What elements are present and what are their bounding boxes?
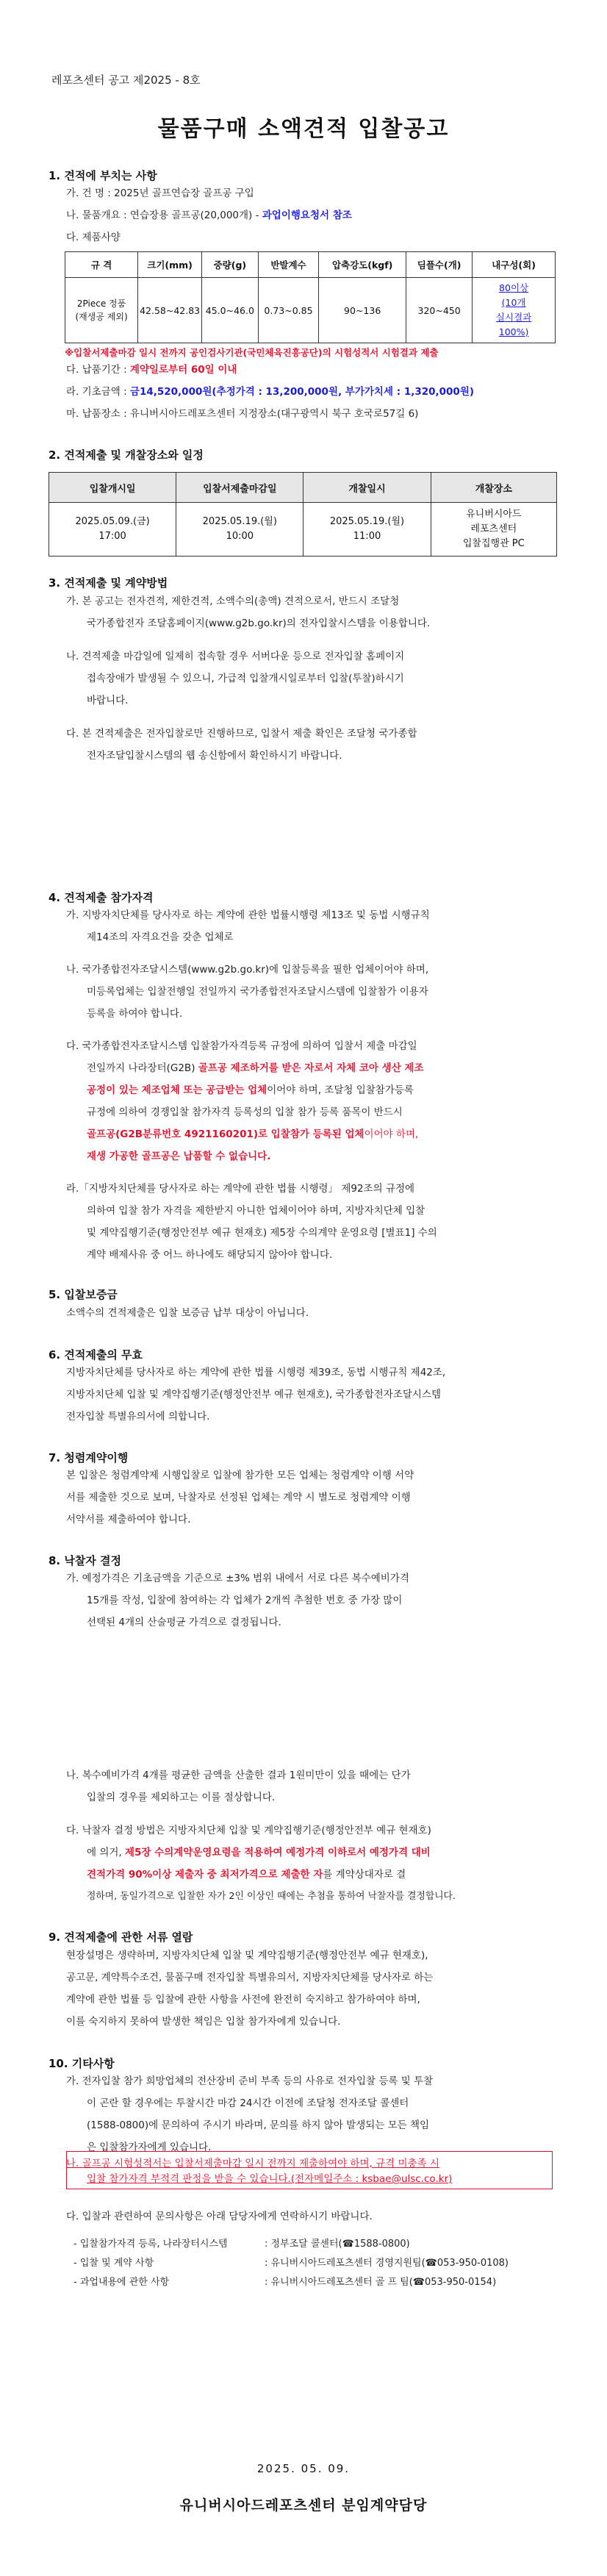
spec-header: 중량(g) (202, 252, 259, 278)
s8-na-line: 나. 복수예비가격 4개를 평균한 금액을 산출한 결과 1원미만이 있을 때에는 단가 (66, 1770, 411, 1781)
delivery-period-label: 다. 납품기간 : (66, 364, 130, 376)
contact-value: : 유니버시아드레포츠센터 경영지원팀(☎053-950-0108) (265, 2258, 509, 2269)
spec-cell (65, 278, 138, 343)
s4-da-highlight: 공정이 있는 제조업체 또는 공급받는 업체 (87, 1084, 267, 1096)
s8-ga-line: 선택된 4개의 산술평균 가격으로 결정됩니다. (87, 1617, 281, 1628)
s9-line: 계약에 관한 법률 등 입찰에 관한 사항을 사전에 완전히 숙지하고 참가하여야 하며, (66, 1994, 420, 2006)
item-name: 가. 건 명 : 2025년 골프연습장 골프공 구입 (66, 187, 254, 199)
delivery-period (66, 359, 237, 381)
s9-line: 공고문, 계약특수조건, 물품구매 전자입찰 특별유의서, 지방자치단체를 당사자로 하는 (66, 1972, 434, 1983)
s8-da-text: 를 계약상대자로 결 (323, 1869, 406, 1881)
spec-header: 규 격 (65, 252, 138, 278)
s10-na-line: 나. 골프공 시험성적서는 입찰서제출마감 일시 전까지 제출하여야 하며, 규격 미충족 시 (66, 2158, 439, 2169)
section-1-heading: 1. 견적에 부치는 사항 (49, 169, 157, 182)
s7-line: 본 입찰은 청렴계약제 시행입찰로 입찰에 참가한 모든 업체는 청렴계약 이행 서약 (66, 1470, 414, 1481)
s4-da-line (87, 1079, 414, 1101)
spec-header: 압축강도(kgf) (319, 252, 406, 278)
spec-cell: 42.58~42.83 (138, 278, 202, 343)
s4-da-line (87, 1057, 424, 1079)
spec-header: 내구성(회) (473, 252, 556, 278)
durability-value: (10개 (501, 297, 526, 308)
s3-da-line: 전자조달입찰시스템의 웹 송신함에서 확인하시기 바랍니다. (87, 750, 342, 762)
s4-da-line (87, 1123, 418, 1145)
s4-ra-line: 라.「지방자치단체를 당사자로 하는 계약에 관한 법률 시행령」 제92조의 규정에 (66, 1183, 415, 1195)
s10-ga-line: (1588-0800)에 문의하여 주시기 바라며, 문의를 하지 않아 발생되는 모든 책임 (87, 2119, 430, 2131)
s10-ga-line: 가. 전자입찰 참가 희망업체의 전산장비 준비 부족 등의 사유로 전자입찰 등록 및 투찰 (66, 2075, 434, 2087)
contact-label: - 과업내용에 관한 사항 (73, 2277, 170, 2288)
s3-ga-line: 가. 본 공고는 전자견적, 제한견적, 소액수의(총액) 견적으로서, 반드시 조달청 (66, 595, 400, 607)
contact-label: - 입찰 및 계약 사항 (73, 2258, 154, 2269)
s8-ga-line: 15개를 작성, 입찰에 참여하는 각 업체가 2개씩 추첨한 번호 중 가장 많이 (87, 1595, 403, 1606)
base-amount-label: 라. 기초금액 : (66, 386, 130, 398)
s6-line: 지방자치단체를 당사자로 하는 계약에 관한 법률 시행령 제39조, 동법 시행규칙 제42조, (66, 1367, 446, 1378)
s4-ra-line: 계약 배제사유 중 어느 하나에도 해당되지 않아야 합니다. (87, 1249, 333, 1261)
contact-value: : 유니버시아드레포츠센터 골 프 팀(☎053-950-0154) (265, 2277, 497, 2288)
task-request-reference: 과업이행요청서 참조 (262, 210, 352, 221)
s9-line: 현장설명은 생략하며, 지방자치단체 입찰 및 계약집행기준(행정안전부 예규 현재호), (66, 1950, 428, 1961)
s8-da-line (87, 1864, 406, 1886)
section-6-heading: 6. 견적제출의 무효 (49, 1348, 143, 1362)
spec-table (65, 251, 556, 343)
s8-da-line: 정하며, 동일가격으로 입찰한 자가 2인 이상인 때에는 추첨을 통하여 낙찰자를 결정합니다. (87, 1891, 456, 1902)
schedule-header: 입찰서제출마감일 (176, 473, 304, 503)
spec-label: 다. 제품사양 (66, 232, 121, 243)
s7-line: 서를 제출한 것으로 보며, 낙찰자로 선정된 업체는 계약 시 별도로 청렴계약 이행 (66, 1492, 411, 1503)
schedule-header: 개찰장소 (431, 473, 556, 503)
s4-ra-line: 및 계약집행기준(행정안전부 예규 현재호) 제5장 수의계약 운영요령 [별표1] 수의 (87, 1227, 437, 1239)
spec-name: 2Piece 정품 (76, 298, 126, 309)
s6-line: 전자입찰 특별유의서에 의합니다. (66, 1411, 210, 1423)
s4-da-highlight: 골프공 제조하거를 받은 자로서 자체 코아 생산 제조 (198, 1062, 424, 1074)
s8-ga-line: 가. 예정가격은 기초금액을 기준으로 ±3% 범위 내에서 서로 다른 복수예비가격 (66, 1573, 409, 1584)
start-time: 17:00 (98, 531, 126, 542)
durability-value: 80이상 (499, 282, 529, 293)
spec-header: 딤플수(개) (406, 252, 473, 278)
delivery-period-value: 계약일로부터 60일 이내 (129, 364, 237, 376)
section-7-heading: 7. 청렴계약이행 (49, 1451, 129, 1464)
spec-name-note: (재생공 제외) (75, 312, 128, 322)
section-8-heading: 8. 낙찰자 결정 (49, 1554, 122, 1567)
schedule-cell (304, 503, 431, 557)
spec-cell: 0.73~0.85 (258, 278, 319, 343)
s4-da-highlight: 골프공(G2B분류번호 4921160201)로 입찰참가 등록된 업체 (87, 1128, 364, 1140)
s3-na-line: 나. 견적제출 마감일에 일제히 접속할 경우 서버다운 등으로 전자입찰 홈페이지 (66, 651, 405, 662)
s10-da-line: 다. 입찰과 관련하여 문의사항은 아래 담당자에게 연락하시기 바랍니다. (66, 2211, 373, 2222)
s3-ga-line: 국가종합전자 조달홈페이지(www.g2b.go.kr)의 전자입찰시스템을 이용합니다. (87, 618, 431, 629)
schedule-cell (176, 503, 304, 557)
base-amount-value: 금14,520,000원(추정가격 : 13,200,000원, 부가가치세 : 1,320,000원) (129, 386, 475, 398)
spec-cell (473, 278, 556, 343)
opening-date: 2025.05.19.(월) (329, 516, 405, 527)
notice-date: 2025. 05. 09. (256, 2462, 351, 2475)
spec-row (65, 278, 556, 343)
s10-ga-line: 이 곤란 할 경우에는 투찰시간 마감 24시간 이전에 조달청 전자조달 콜센터 (87, 2097, 409, 2109)
section-5-heading: 5. 입찰보증금 (49, 1288, 118, 1301)
s8-da-text: 에 의거, (87, 1847, 125, 1858)
section-10-heading: 10. 기타사항 (49, 2057, 115, 2070)
page-title: 물품구매 소액견적 입찰공고 (157, 116, 450, 142)
spec-header-row (65, 252, 556, 278)
s3-na-line: 접속장애가 발생될 수 있으니, 가급적 입찰개시일로부터 입찰(투찰)하시기 (87, 673, 404, 684)
s4-na-line: 미등록업체는 입찰전행일 전일까지 국가종합전자조달시스템에 입찰참가 이용자 (87, 986, 428, 998)
s10-na-line: 입찰 참가자격 부적격 판정을 받을 수 있습니다.(전자메일주소 : ksbae@ulsc.co.kr) (87, 2173, 453, 2185)
deadline-time: 10:00 (226, 531, 254, 542)
schedule-header: 개찰일시 (304, 473, 431, 503)
s9-line: 이를 숙지하지 못하여 발생한 책임은 입찰 참가자에게 있습니다. (66, 2016, 341, 2028)
item-overview (66, 204, 352, 226)
delivery-place: 마. 납품장소 : 유니버시아드레포츠센터 지정장소(대구광역시 북구 호국로57길 6) (66, 408, 419, 420)
s8-da-line (87, 1842, 431, 1864)
schedule-header-row (49, 473, 557, 503)
s6-line: 지방자치단체 입찰 및 계약집행기준(행정안전부 예규 현재호), 국가종합전자조달시스템 (66, 1389, 442, 1400)
section-3-heading: 3. 견적제출 및 계약방법 (49, 576, 168, 590)
deadline-date: 2025.05.19.(월) (202, 516, 277, 527)
s8-na-line: 입찰의 경우를 제외하고는 이를 절상합니다. (87, 1792, 276, 1803)
notice-number: 레포츠센터 공고 제2025 - 8호 (51, 74, 201, 87)
s8-da-highlight: 제5장 수의계약운영요령을 적용하여 예정가격 이하로서 예정가격 대비 (125, 1847, 431, 1858)
opening-place: 유니버시아드 (466, 509, 522, 520)
spec-cell: 90~136 (319, 278, 406, 343)
s7-line: 서약서를 제출하여야 합니다. (66, 1514, 191, 1525)
s3-da-line: 다. 본 견적제출은 전자입찰로만 진행하므로, 입찰서 제출 확인은 조달청 국가종합 (66, 728, 417, 740)
s4-da-text: 전일까지 나라장터(G2B) (87, 1062, 198, 1074)
s4-na-line: 등록을 하여야 합니다. (87, 1008, 183, 1020)
contact-label: - 입찰참가자격 등록, 나라장터시스템 (73, 2239, 228, 2250)
s10-ga-line: 은 입찰참가자에게 있습니다. (87, 2142, 212, 2153)
s4-ga-line: 가. 지방자치단체를 당사자로 하는 계약에 관한 법률시행령 제13조 및 동법 시행규칙 (66, 909, 430, 921)
s3-na-line: 바랍니다. (87, 695, 129, 706)
spec-header: 반발계수 (258, 252, 319, 278)
schedule-header: 입찰개시일 (49, 473, 176, 503)
s4-na-line: 나. 국가종합전자조달시스템(www.g2b.go.kr)에 입찰등록을 필한 업체이어야 하며, (66, 964, 429, 976)
base-amount (66, 381, 474, 403)
s8-da-highlight: 견적가격 90%이상 제출자 중 최저가격으로 제출한 자 (87, 1869, 323, 1881)
schedule-row (49, 503, 557, 557)
schedule-table (49, 472, 557, 557)
schedule-cell (431, 503, 556, 557)
s4-da-line: 재생 가공한 골프공은 납품할 수 없습니다. (87, 1151, 271, 1162)
schedule-cell (49, 503, 176, 557)
s4-da-line: 규정에 의하여 경쟁입찰 참가자격 등록성의 입찰 참가 등록 품목이 반드시 (87, 1106, 403, 1118)
section-2-heading: 2. 견적제출 및 개찰장소와 일정 (49, 448, 204, 462)
s5-body: 소액수의 견적제출은 입찰 보증금 납부 대상이 아닙니다. (66, 1307, 309, 1319)
opening-time: 11:00 (353, 531, 381, 542)
s4-da-highlight: 이어야 하며, (364, 1128, 419, 1140)
contact-value: : 정부조달 콜센터(☎1588-0800) (265, 2239, 410, 2250)
opening-place: 입찰집행관 PC (462, 538, 525, 549)
durability-value: 실시결과 (495, 312, 532, 323)
issuing-organization: 유니버시아드레포츠센터 분임계약담당 (179, 2497, 428, 2514)
s4-da-line: 다. 국가종합전자조달시스템 입찰참가자격등록 규정에 의하여 입찰서 제출 마감일 (66, 1040, 417, 1052)
section-4-heading: 4. 견적제출 참가자격 (49, 891, 154, 904)
s4-ga-line: 제14조의 자격요건을 갖춘 업체로 (87, 931, 234, 943)
item-overview-text: 나. 물품개요 : 연습장용 골프공(20,000개) - (66, 210, 262, 221)
s4-ra-line: 의하여 입찰 참가 자격을 제한받지 아니한 업체이어야 하며, 지방자치단체 입찰 (87, 1205, 425, 1217)
start-date: 2025.05.09.(금) (75, 516, 150, 527)
spec-cell: 320~450 (406, 278, 473, 343)
section-9-heading: 9. 견적제출에 관한 서류 열람 (49, 1931, 193, 1944)
durability-value: 100%) (498, 326, 529, 337)
spec-cell: 45.0~46.0 (202, 278, 259, 343)
s4-da-text: 이어야 하며, 조달청 입찰참가등록 (267, 1084, 414, 1096)
s8-da-line: 다. 낙찰자 결정 방법은 지방자치단체 입찰 및 계약집행기준(행정안전부 예규 현재호) (66, 1825, 431, 1836)
opening-place: 레포츠센터 (470, 523, 517, 534)
spec-note: ※입찰서제출마감 일시 전까지 공인검사기관(국민체육진흥공단)의 시험성적서 시험결과 제출 (65, 347, 439, 358)
spec-header: 크기(mm) (138, 252, 202, 278)
